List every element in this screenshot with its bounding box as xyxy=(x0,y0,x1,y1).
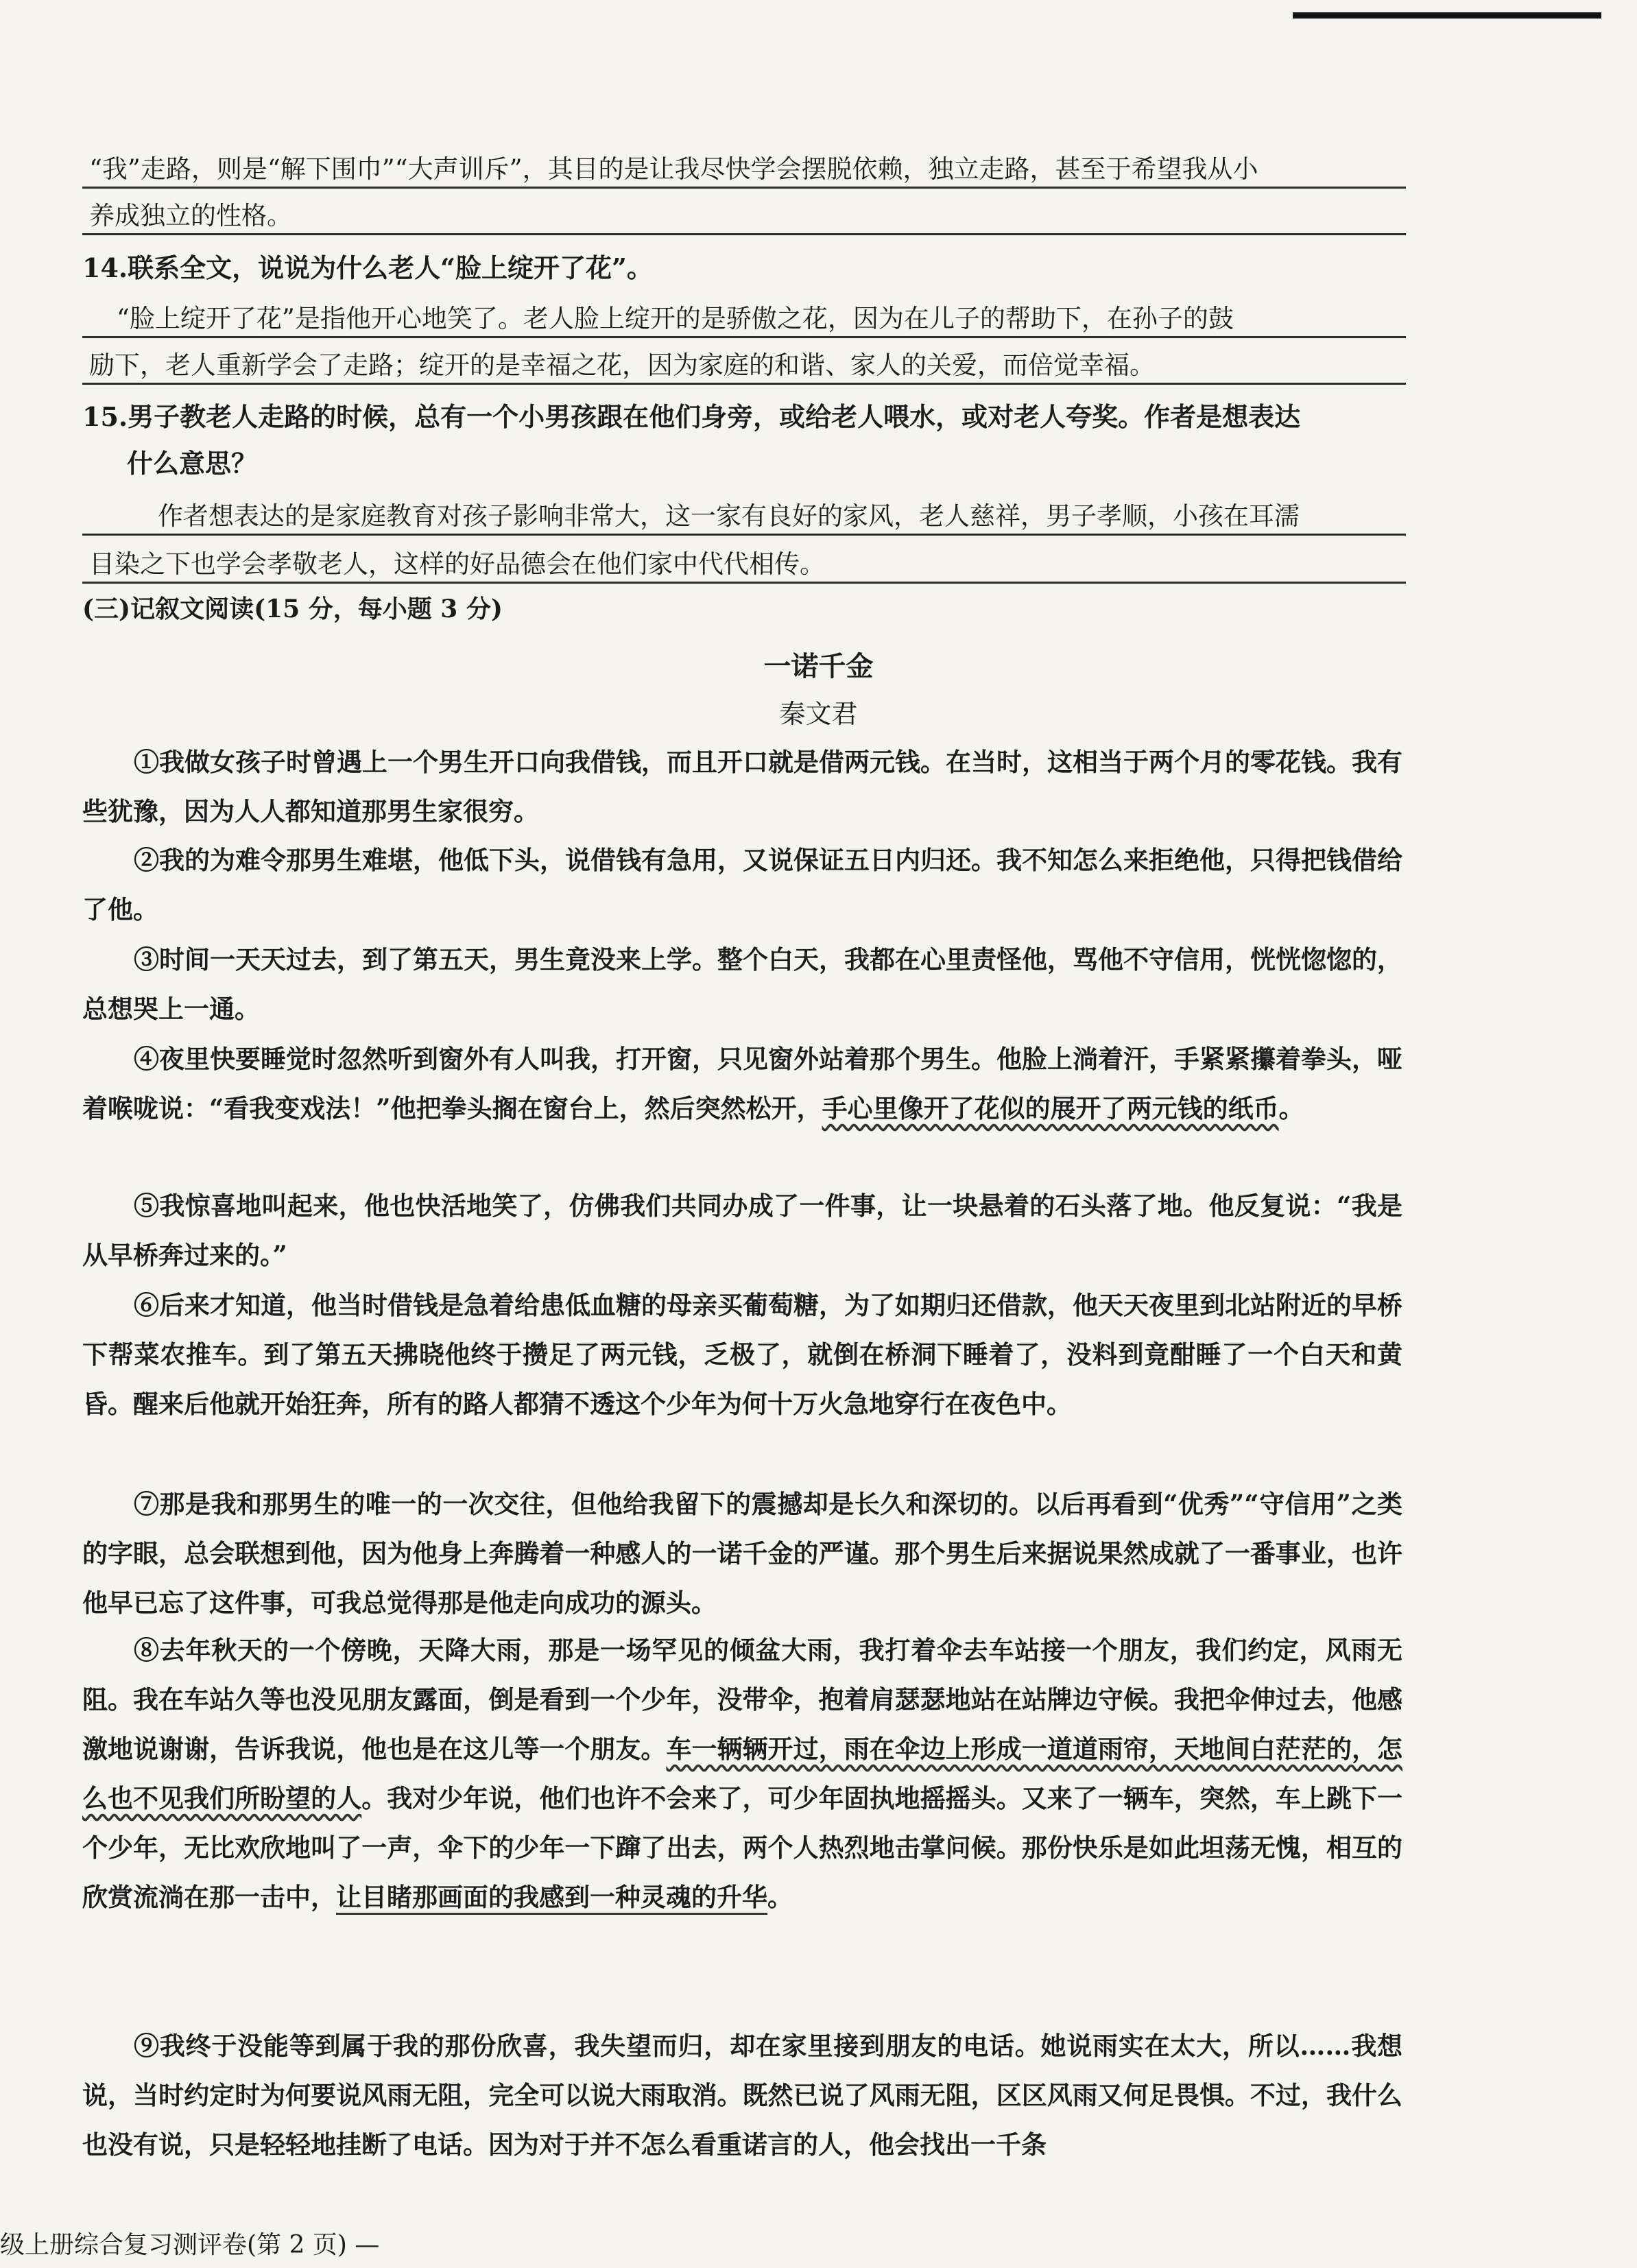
paragraph-4-text: ④夜里快要睡觉时忽然听到窗外有人叫我，打开窗，只见窗外站着那个男生。他脸上淌着汗，手紧紧攥着拳头，哑着喉咙说：“看我变戏法！”他把拳头搁在窗台上，然后突然松开， xyxy=(82,1044,1402,1123)
article-author: 秦文君 xyxy=(779,699,858,729)
paragraph-9: ⑨我终于没能等到属于我的那份欣喜，我失望而归，却在家里接到朋友的电话。她说雨实在太大，所以……我想说，当时约定时为何要说风雨无阻，完全可以说大雨取消。既然已说了风雨无阻，区区风雨又何足畏惧。不过，我什么也没有说，只是轻轻地挂断了电话。因为对于并不怎么看重诺言的人，他会找出一千条 xyxy=(82,2031,1402,2160)
question-15-number: 15 xyxy=(82,401,119,432)
question-15 xyxy=(82,399,1300,435)
answer-14-line-2: 励下，老人重新学会了走路；绽开的是幸福之花，因为家庭的和谐、家人的关爱，而倍觉幸福。 xyxy=(82,348,1406,385)
answer-14-line-1: “脸上绽开了花”是指他开心地笑了。老人脸上绽开的是骄傲之花，因为在儿子的帮助下，在孙子的鼓 xyxy=(82,302,1406,338)
page-footer: 级上册综合复习测评卷(第 2 页) — xyxy=(0,2231,380,2259)
paragraph-8-straight-underline: 让目睹那画面的我感到一种灵魂的升华 xyxy=(336,1882,767,1912)
paragraph-8 xyxy=(82,1625,1402,1922)
top-rule xyxy=(1293,12,1601,19)
paragraph-8-wavy-underline: 车一辆辆开过，雨在伞边上形成一道道雨帘，天地间白茫茫的，怎么也不见我们所盼望的人 xyxy=(82,1734,1403,1813)
answer-13-line-1: “我”走路，则是“解下围巾”“大声训斥”，其目的是让我尽快学会摆脱依赖，独立走路，甚至于希望我从小 xyxy=(82,152,1406,189)
question-15-text: .男子教老人走路的时候，总有一个小男孩跟在他们身旁，或给老人喂水，或对老人夸奖。作者是想表达 xyxy=(118,401,1301,432)
paragraph-8-end: 。 xyxy=(767,1882,793,1912)
paragraph-4-end: 。 xyxy=(1278,1093,1304,1123)
paragraph-3: ③时间一天天过去，到了第五天，男生竟没来上学。整个白天，我都在心里责怪他，骂他不守信用，恍恍惚惚的，总想哭上一通。 xyxy=(82,944,1402,1024)
paragraph-4-wavy-underline: 手心里像开了花似的展开了两元钱的纸币 xyxy=(822,1093,1279,1123)
paragraph-1: ①我做女孩子时曾遇上一个男生开口向我借钱，而且开口就是借两元钱。在当时，这相当于两个月的零花钱。我有些犹豫，因为人人都知道那男生家很穷。 xyxy=(82,747,1402,826)
question-15-text-2: 什么意思？ xyxy=(127,448,258,479)
paragraph-2: ②我的为难令那男生难堪，他低下头，说借钱有急用，又说保证五日内归还。我不知怎么来拒绝他，只得把钱借给了他。 xyxy=(82,845,1402,924)
answer-15-line-2: 目染之下也学会孝敬老人，这样的好品德会在他们家中代代相传。 xyxy=(82,547,1406,584)
answer-13-line-2: 养成独立的性格。 xyxy=(82,199,1406,235)
paragraph-7: ⑦那是我和那男生的唯一的一次交往，但他给我留下的震撼却是长久和深切的。以后再看到“优秀”“守信用”之类的字眼，总会联想到他，因为他身上奔腾着一种感人的一诺千金的严谨。那个男生后来据说果然成就了一番事业，也许他早已忘了这件事，可我总觉得那是他走向成功的源头。 xyxy=(82,1489,1402,1618)
paragraph-8-text: ⑧去年秋天的一个傍晚，天降大雨，那是一场罕见的倾盆大雨，我打着伞去车站接一个朋友，我们约定，风雨无阻。我在车站久等也没见朋友露面，倒是看到一个少年，没带伞，抱着肩瑟瑟地站在站牌边守候。我把伞伸过去，他感激地说谢谢，告诉我说，他也是在这儿等一个朋友。 xyxy=(82,1635,1402,1764)
paragraph-8-text-2: 。我对少年说，他们也许不会来了，可少年固执地摇摇头。又来了一辆车，突然，车上跳下一个少年，无比欢欣地叫了一声，伞下的少年一下蹿了出去，两个人热烈地击掌问候。那份快乐是如此坦荡无愧，相互的欣赏流淌在那一击中， xyxy=(82,1783,1403,1912)
paragraph-5: ⑤我惊喜地叫起来，他也快活地笑了，仿佛我们共同办成了一件事，让一块悬着的石头落了地。他反复说：“我是从早桥奔过来的。” xyxy=(82,1191,1402,1270)
section-heading: (三)记叙文阅读(15 分，每小题 3 分) xyxy=(82,595,503,623)
question-14-number: 14 xyxy=(82,252,119,283)
article-title: 一诺千金 xyxy=(763,650,874,682)
question-14 xyxy=(82,250,653,286)
question-14-text: .联系全文，说说为什么老人“脸上绽开了花”。 xyxy=(118,252,653,283)
paragraph-6: ⑥后来才知道，他当时借钱是急着给患低血糖的母亲买葡萄糖，为了如期归还借款，他天天夜里到北站附近的早桥下帮菜农推车。到了第五天拂晓他终于攒足了两元钱，乏极了，就倒在桥洞下睡着了，没料到竟酣睡了一个白天和黄昏。醒来后他就开始狂奔，所有的路人都猜不透这个少年为何十万火急地穿行在夜色中。 xyxy=(82,1290,1402,1419)
paragraph-4 xyxy=(82,1034,1402,1133)
answer-15-line-1: 作者想表达的是家庭教育对孩子影响非常大，这一家有良好的家风，老人慈祥，男子孝顺，小孩在耳濡 xyxy=(82,499,1406,536)
